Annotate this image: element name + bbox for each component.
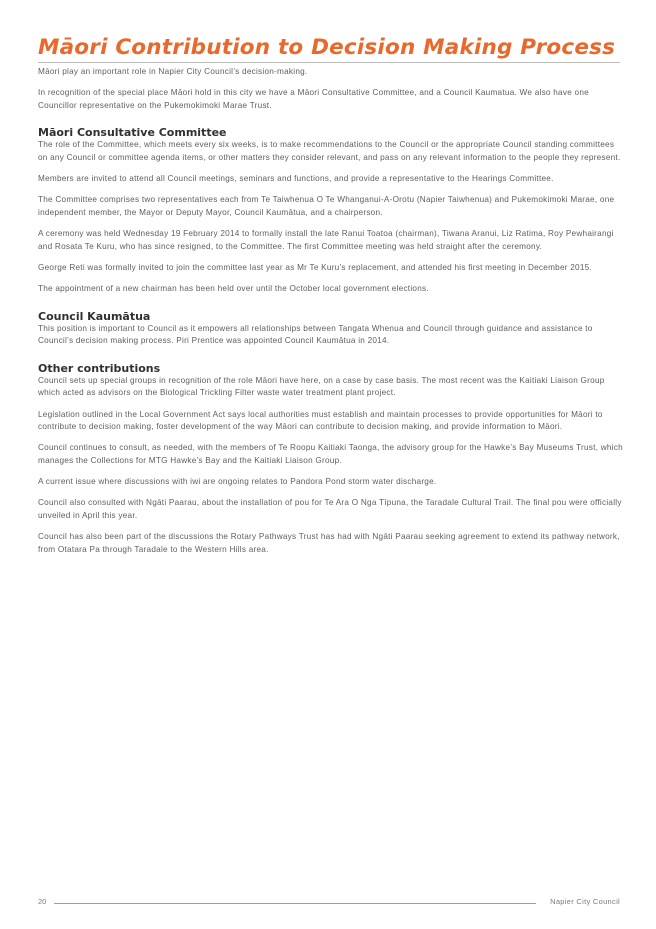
intro-paragraph: Māori play an important role in Napier City Council’s decision-making.: [38, 67, 308, 76]
section-paragraph: Legislation outlined in the Local Government Act says local authorities must establish and maintain processes to provide opportunities for Māori to contribute to decision making, foster development of the way Māori can contribute to decision making, and provide information to Māori.: [38, 409, 603, 432]
section-paragraph: The Committee comprises two representatives each from Te Taiwhenua O Te Whanganui-A-Orotu (Napier Taiwhenua) and Pukemokimoki Marae, one independent member, the Mayor or Deputy Mayor, Council Kaumātua, and a chairperson.: [38, 195, 615, 217]
section-paragraph: A ceremony was held Wednesday 19 February 2014 to formally install the late Ranui Toatoa (chairman), Tiwana Aranui, Liz Ratima, Roy Pewhairangi and Rosata Te Kuru, who has since resigned, to the Committee. The first Committee meeting was held straight after the ceremony.: [38, 229, 614, 251]
footer-organization: Napier City Council: [550, 897, 620, 906]
page-content: [38, 66, 623, 565]
section-paragraph: Council sets up special groups in recognition of the role Māori have here, on a case by case basis. The most recent was the Kaitiaki Liaison Group which acted as advisors on the Biological Trickling Filter waste water treatment plant project.: [38, 375, 605, 398]
section-heading-other-contributions: Other contributions: [38, 361, 161, 375]
section-paragraph: This position is important to Council as it empowers all relationships between Tangata Whenua and Council through guidance and assistance to Council’s decision making process. Piri Prentice was appointed Council Kaumātua in 2014.: [38, 323, 593, 346]
page-number: 20: [38, 897, 47, 906]
section-paragraph: George Reti was formally invited to join the committee last year as Mr Te Kuru’s replacement, and attended his first meeting in December 2015.: [38, 262, 592, 272]
section-paragraph: Council also consulted with Ngāti Paarau, about the installation of pou for Te Ara O Nga Tīpuna, the Taradale Cultural Trail. The final pou were officially unveiled in April this year.: [38, 498, 622, 520]
page-footer: [38, 896, 620, 910]
section-paragraph: A current issue where discussions with iwi are ongoing relates to Pandora Pond storm water discharge.: [38, 477, 437, 487]
section-paragraph: Council has also been part of the discussions the Rotary Pathways Trust has had with Ngāti Paarau seeking agreement to extend its pathway network, from Otatara Pa through Taradale to the Western Hills area.: [38, 532, 620, 554]
intro-paragraph: In recognition of the special place Māori hold in this city we have a Māori Consultative Committee, and a Council Kaumatua. We also have one Councillor representative on the Pukemokimoki Marae Trust.: [38, 88, 589, 110]
section-paragraph: The appointment of a new chairman has been held over until the October local government elections.: [38, 284, 429, 294]
footer-divider: [54, 903, 536, 904]
section-paragraph: Council continues to consult, as needed, with the members of Te Roopu Kaitiaki Taonga, the advisory group for the Hawke’s Bay Museums Trust, which manages the Collections for MTG Hawke’s Bay and the Kaitiaki Liaison Group.: [38, 443, 623, 466]
section-paragraph: The role of the Committee, which meets every six weeks, is to make recommendations to the Council or the appropriate Council standing committees on any Council or committee agenda items, or other matters they consider relevant, and pass on any relevant information to the people they represent.: [38, 140, 621, 162]
section-heading-council-kaumatua: Council Kaumātua: [38, 309, 151, 323]
page-title: Māori Contribution to Decision Making Process: [38, 35, 620, 63]
section-paragraph: Members are invited to attend all Council meetings, seminars and functions, and provide a representative to the Hearings Committee.: [38, 174, 554, 184]
section-heading-maori-consultative-committee: Māori Consultative Committee: [38, 126, 227, 140]
